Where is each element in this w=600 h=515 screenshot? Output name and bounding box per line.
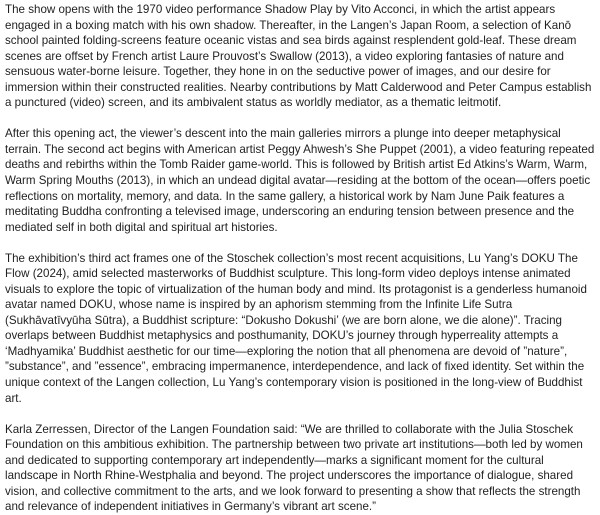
paragraph-second-act: After this opening act, the viewer’s descent into the main galleries mirrors a plunge into deeper metaphysical terrain. The second act begins with American artist Peggy Ahwesh’s She Puppet (2001), a video featuring repeated deaths and rebirths within the Tomb Raider game-world. This is followed by British artist Ed Atkins’s Warm, Warm, Warm Spring Mouths (2013), in which an undead digital avatar—residing at the bottom of the ocean—offers poetic reflections on mortality, memory, and data. In the same gallery, a historical work by Nam June Paik features a meditating Buddha confronting a televised image, underscoring an enduring tension between presence and the mediated self in both digital and spiritual art histories. — [5, 127, 595, 234]
paragraph-opening-act: The show opens with the 1970 video performance Shadow Play by Vito Acconci, in which the artist appears engaged in a boxing match with his own shadow. Thereafter, in the Langen’s Japan Room, a selection of Kanō school painted folding-screens feature oceanic vistas and sea birds against resplendent gold-leaf. These dream scenes are offset by French artist Laure Prouvost’s Swallow (2013), a video exploring fantasies of nature and sensuous water-borne leisure. Together, they hone in on the seductive power of images, and our desire for immersion within their constructed realities. Nearby contributions by Matt Calderwood and Peter Campus establish a punctured (video) screen, and its ambivalent status as worldly mediator, as a thematic leitmotif. — [5, 3, 592, 110]
paragraph-director-quote: Karla Zerressen, Director of the Langen Foundation said: “We are thrilled to collaborate with the Julia Stoschek Foundation on this ambitious exhibition. The partnership between two private art institutions—both led by women and dedicated to supporting contemporary art independently—marks a significant moment for the cultural landscape in North Rhine-Westphalia and beyond. The project underscores the importance of dialogue, shared vision, and collective commitment to the arts, and we look forward to presenting a show that reflects the strength and relevance of independent initiatives in Germany’s vibrant art scene.” — [5, 422, 583, 514]
paragraph-third-act: The exhibition’s third act frames one of the Stoschek collection’s most recent acquisitions, Lu Yang’s DOKU The Flow (2024), amid selected masterworks of Buddhist sculpture. This long-form video deploys intense animated visuals to explore the topic of virtualization of the human body and mind. Its protagonist is a genderless humanoid avatar named DOKU, whose name is inspired by an aphorism stemming from the Infinite Life Sutra (Sukhāvatīvyūha Sūtra), a Buddhist scripture: “Dokusho Dokushi’ (we are born alone, we die alone)”. Tracing overlaps between Buddhist metaphysics and posthumanity, DOKU’s journey through hyperreality attempts a ‘Madhyamika’ Buddhist aesthetic for our time—exploring the notion that all phenomena are devoid of ”nature”, ”substance”, and ”essence”, embracing impermanence, interdependence, and lack of fixed identity. Set within the unique context of the Langen collection, Lu Yang’s contemporary vision is positioned in the long-view of Buddhist art. — [5, 251, 587, 405]
